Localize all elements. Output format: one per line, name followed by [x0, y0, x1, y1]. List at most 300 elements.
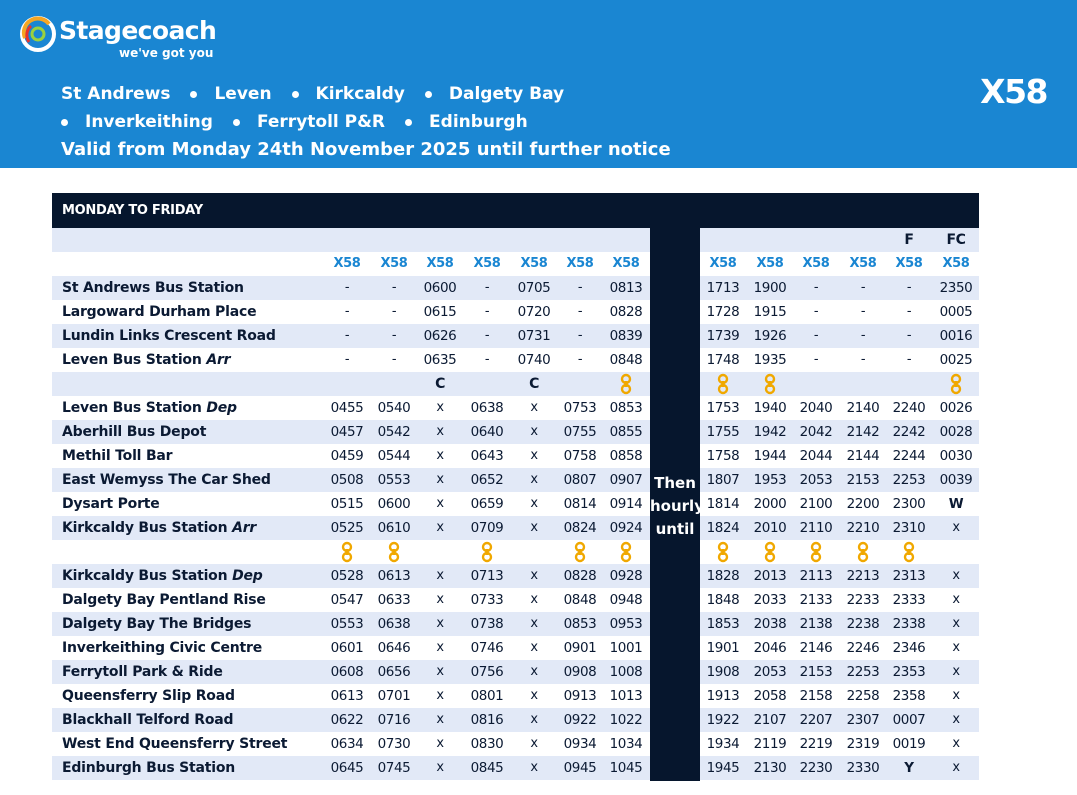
table-row — [52, 348, 979, 372]
time-cell: 1807 — [706, 472, 740, 488]
time-cell: 2142 — [846, 424, 880, 440]
time-cell: 2158 — [799, 688, 833, 704]
stop-name-text: Dalgety Bay The Bridges — [62, 616, 252, 632]
time-cell: X58 — [380, 256, 408, 271]
connection-cell — [933, 372, 979, 395]
connection-row — [52, 372, 979, 396]
time-cell: x — [436, 640, 444, 655]
time-cell: 0457 — [330, 424, 364, 440]
time-cell: 1755 — [706, 424, 740, 440]
time-cell: 0640 — [470, 424, 504, 440]
time-cell: 2346 — [892, 640, 926, 656]
bullet-dot — [233, 119, 240, 126]
time-cell: - — [860, 328, 866, 343]
time-cell: - — [860, 304, 866, 319]
time-cell: 0814 — [563, 496, 597, 512]
arr-dep-suffix: Dep — [206, 400, 237, 416]
time-cell: 0839 — [609, 328, 643, 344]
time-cell: X58 — [849, 256, 877, 271]
time-cell: 0705 — [517, 280, 551, 296]
stagecoach-swirl-icon — [19, 14, 59, 54]
service-number-row — [52, 252, 979, 276]
time-cell: 0601 — [330, 640, 364, 656]
time-cell: 1900 — [753, 280, 787, 296]
stop-name-text: Kirkcaldy Bus Station — [62, 568, 228, 584]
time-cell: 2246 — [846, 640, 880, 656]
time-cell: - — [484, 304, 490, 319]
time-cell: 0600 — [377, 496, 411, 512]
table-row — [52, 636, 979, 660]
connect-icon — [620, 541, 632, 563]
stop-name-text: St Andrews Bus Station — [62, 280, 244, 296]
time-cell: 2000 — [753, 496, 787, 512]
time-cell: 0026 — [939, 400, 973, 416]
stop-name-text: Methil Toll Bar — [62, 448, 173, 464]
then-hourly-text: Then — [654, 474, 696, 492]
route-stops-line-2 — [61, 112, 548, 132]
stop-name-text: Leven Bus Station — [62, 400, 202, 416]
time-cell: 0540 — [377, 400, 411, 416]
table-row — [52, 396, 979, 420]
time-cell: 0756 — [470, 664, 504, 680]
stop-name — [62, 660, 223, 684]
time-cell: 1013 — [609, 688, 643, 704]
time-cell: x — [530, 400, 538, 415]
time-cell: 0828 — [563, 568, 597, 584]
time-cell: 0553 — [330, 616, 364, 632]
time-cell: x — [436, 520, 444, 535]
time-cell: x — [436, 592, 444, 607]
time-cell: 0924 — [609, 520, 643, 536]
time-cell: x — [952, 520, 960, 535]
time-cell: 2253 — [892, 472, 926, 488]
time-cell: 0528 — [330, 568, 364, 584]
time-cell: 0922 — [563, 712, 597, 728]
time-cell: FC — [946, 232, 966, 248]
time-cell: 0005 — [939, 304, 973, 320]
time-cell: 2213 — [846, 568, 880, 584]
notes-row — [52, 228, 979, 252]
connect-icon — [620, 373, 632, 395]
time-cell: 0830 — [470, 736, 504, 752]
time-cell: X58 — [612, 256, 640, 271]
route-stop: Edinburgh — [429, 112, 528, 132]
arr-dep-suffix: Dep — [232, 568, 263, 584]
time-cell: 0613 — [330, 688, 364, 704]
time-cell: x — [436, 400, 444, 415]
time-cell: X58 — [709, 256, 737, 271]
time-cell: 2053 — [799, 472, 833, 488]
time-cell: 0758 — [563, 448, 597, 464]
time-cell: x — [530, 520, 538, 535]
time-cell: 0720 — [517, 304, 551, 320]
time-cell: x — [530, 760, 538, 775]
time-cell: 2146 — [799, 640, 833, 656]
time-cell: 0701 — [377, 688, 411, 704]
connection-cell — [557, 540, 603, 563]
time-cell: - — [344, 280, 350, 295]
connect-icon — [810, 541, 822, 563]
stop-name-text: Edinburgh Bus Station — [62, 760, 236, 776]
time-cell: 2319 — [846, 736, 880, 752]
time-cell: 2119 — [753, 736, 787, 752]
stop-name — [62, 612, 251, 636]
table-row — [52, 468, 979, 492]
connection-cell — [324, 540, 370, 563]
table-row — [52, 660, 979, 684]
time-cell: - — [391, 328, 397, 343]
time-cell: 0525 — [330, 520, 364, 536]
time-cell: 2042 — [799, 424, 833, 440]
time-cell: X58 — [473, 256, 501, 271]
time-cell: X58 — [942, 256, 970, 271]
time-cell: 2130 — [753, 760, 787, 776]
time-cell: x — [530, 592, 538, 607]
time-cell: 0913 — [563, 688, 597, 704]
stop-name-text: East Wemyss The Car Shed — [62, 472, 271, 488]
route-stop: Kirkcaldy — [315, 84, 405, 104]
table-row — [52, 708, 979, 732]
time-cell: x — [530, 496, 538, 511]
time-cell: 0016 — [939, 328, 973, 344]
time-cell: 0755 — [563, 424, 597, 440]
time-cell: 2258 — [846, 688, 880, 704]
stop-name-text: Inverkeithing Civic Centre — [62, 640, 263, 656]
time-cell: X58 — [566, 256, 594, 271]
time-cell: 1814 — [706, 496, 740, 512]
time-cell: - — [577, 352, 583, 367]
time-cell: 0816 — [470, 712, 504, 728]
time-cell: x — [952, 568, 960, 583]
time-cell: x — [952, 592, 960, 607]
time-cell: 1824 — [706, 520, 740, 536]
time-cell: 0801 — [470, 688, 504, 704]
stop-name — [62, 708, 233, 732]
time-cell: 2113 — [799, 568, 833, 584]
time-cell: 1926 — [753, 328, 787, 344]
time-cell: 0828 — [609, 304, 643, 320]
time-cell: 0626 — [423, 328, 457, 344]
time-cell: 0901 — [563, 640, 597, 656]
time-cell: 1913 — [706, 688, 740, 704]
time-cell: 1922 — [706, 712, 740, 728]
time-cell: x — [530, 448, 538, 463]
table-row — [52, 756, 979, 780]
day-heading-band — [52, 193, 979, 228]
time-cell: 0907 — [609, 472, 643, 488]
time-cell: 0643 — [470, 448, 504, 464]
time-cell: 2140 — [846, 400, 880, 416]
connection-cell — [371, 540, 417, 563]
time-cell: 1034 — [609, 736, 643, 752]
time-cell: 2138 — [799, 616, 833, 632]
route-number: X58 — [980, 72, 1047, 111]
table-row — [52, 420, 979, 444]
stagecoach-logo[interactable] — [19, 14, 219, 64]
table-row — [52, 276, 979, 300]
time-cell: F — [904, 232, 914, 248]
route-stop: Dalgety Bay — [448, 84, 565, 104]
time-cell: 0608 — [330, 664, 364, 680]
table-row — [52, 492, 979, 516]
connect-icon — [857, 541, 869, 563]
route-stops-line-1 — [61, 84, 584, 104]
time-cell: 2044 — [799, 448, 833, 464]
time-cell: 0709 — [470, 520, 504, 536]
time-cell: 2300 — [892, 496, 926, 512]
time-cell: x — [530, 568, 538, 583]
time-cell: 2238 — [846, 616, 880, 632]
stop-name — [62, 492, 160, 516]
brand-name: Stagecoach — [59, 16, 217, 45]
time-cell: 0613 — [377, 568, 411, 584]
stop-name — [62, 396, 237, 420]
time-cell: x — [530, 736, 538, 751]
time-cell: 0733 — [470, 592, 504, 608]
time-cell: 0515 — [330, 496, 364, 512]
bullet-dot — [190, 91, 197, 98]
time-cell: 1008 — [609, 664, 643, 680]
time-cell: 0544 — [377, 448, 411, 464]
table-row — [52, 588, 979, 612]
stop-name — [62, 636, 262, 660]
time-cell: 0633 — [377, 592, 411, 608]
time-cell: 2230 — [799, 760, 833, 776]
time-cell: 0025 — [939, 352, 973, 368]
time-cell: 2153 — [799, 664, 833, 680]
time-cell: 2107 — [753, 712, 787, 728]
stop-name-text: Lundin Links Crescent Road — [62, 328, 276, 344]
time-cell: - — [860, 352, 866, 367]
connect-icon — [717, 373, 729, 395]
time-cell: x — [952, 688, 960, 703]
connection-cell — [840, 540, 886, 563]
stop-name-text: Dalgety Bay Pentland Rise — [62, 592, 266, 608]
time-cell: 0813 — [609, 280, 643, 296]
then-hourly-note — [650, 472, 704, 541]
time-cell: - — [391, 280, 397, 295]
time-cell: 0945 — [563, 760, 597, 776]
time-cell: 2040 — [799, 400, 833, 416]
time-cell: 0652 — [470, 472, 504, 488]
connection-cell — [747, 540, 793, 563]
time-cell: X58 — [333, 256, 361, 271]
stop-name — [62, 276, 244, 300]
bullet-dot — [292, 91, 299, 98]
time-cell: 0908 — [563, 664, 597, 680]
connect-icon — [764, 373, 776, 395]
time-cell: 0600 — [423, 280, 457, 296]
connection-cell — [793, 540, 839, 563]
time-cell: x — [436, 688, 444, 703]
table-row — [52, 732, 979, 756]
time-cell: 0914 — [609, 496, 643, 512]
time-cell: 2053 — [753, 664, 787, 680]
time-cell: 2307 — [846, 712, 880, 728]
time-cell: 0547 — [330, 592, 364, 608]
connection-cell — [747, 372, 793, 395]
time-cell: 0610 — [377, 520, 411, 536]
time-cell: 0638 — [377, 616, 411, 632]
time-cell: - — [344, 304, 350, 319]
time-cell: 0459 — [330, 448, 364, 464]
stop-name-text: Kirkcaldy Bus Station — [62, 520, 228, 536]
time-cell: - — [391, 304, 397, 319]
stop-name-text: West End Queensferry Street — [62, 736, 288, 752]
time-cell: 0019 — [892, 736, 926, 752]
time-cell: - — [484, 352, 490, 367]
time-cell: - — [577, 304, 583, 319]
time-cell: 2358 — [892, 688, 926, 704]
time-cell: x — [530, 712, 538, 727]
arr-dep-suffix: Arr — [206, 352, 231, 368]
route-stop: Leven — [214, 84, 272, 104]
time-cell: 1758 — [706, 448, 740, 464]
time-cell: C — [529, 376, 539, 392]
stop-name-text: Queensferry Slip Road — [62, 688, 235, 704]
time-cell: Y — [904, 760, 914, 776]
stop-name — [62, 516, 256, 540]
time-cell: 0824 — [563, 520, 597, 536]
time-cell: 0646 — [377, 640, 411, 656]
bullet-dot — [405, 119, 412, 126]
time-cell: 0028 — [939, 424, 973, 440]
time-cell: 1953 — [753, 472, 787, 488]
route-stop: Inverkeithing — [85, 112, 213, 132]
time-cell: - — [813, 328, 819, 343]
time-cell: 2058 — [753, 688, 787, 704]
time-cell: 1045 — [609, 760, 643, 776]
time-cell: - — [813, 280, 819, 295]
time-cell: X58 — [426, 256, 454, 271]
time-cell: x — [952, 712, 960, 727]
time-cell: 0746 — [470, 640, 504, 656]
time-cell: x — [530, 640, 538, 655]
time-cell: X58 — [520, 256, 548, 271]
table-row — [52, 612, 979, 636]
time-cell: - — [906, 352, 912, 367]
bullet-dot — [425, 91, 432, 98]
time-cell: 2333 — [892, 592, 926, 608]
time-cell: 2144 — [846, 448, 880, 464]
time-cell: - — [577, 280, 583, 295]
table-row — [52, 684, 979, 708]
time-cell: 0553 — [377, 472, 411, 488]
time-cell: 0634 — [330, 736, 364, 752]
time-cell: 2010 — [753, 520, 787, 536]
time-cell: X58 — [895, 256, 923, 271]
time-cell: C — [435, 376, 445, 392]
stop-name — [62, 444, 172, 468]
time-cell: 0730 — [377, 736, 411, 752]
time-cell: 2133 — [799, 592, 833, 608]
time-cell: 2110 — [799, 520, 833, 536]
time-cell: x — [530, 472, 538, 487]
time-cell: 0645 — [330, 760, 364, 776]
time-cell: 2033 — [753, 592, 787, 608]
time-cell: 0716 — [377, 712, 411, 728]
time-cell: 1739 — [706, 328, 740, 344]
time-cell: 0934 — [563, 736, 597, 752]
connect-icon — [481, 541, 493, 563]
time-cell: 2242 — [892, 424, 926, 440]
time-cell: 2350 — [939, 280, 973, 296]
time-cell: 0039 — [939, 472, 973, 488]
time-cell: 2153 — [846, 472, 880, 488]
time-cell: 0656 — [377, 664, 411, 680]
time-cell: 1901 — [706, 640, 740, 656]
stop-name — [62, 348, 230, 372]
time-cell: 1022 — [609, 712, 643, 728]
time-cell: 2038 — [753, 616, 787, 632]
connection-cell — [603, 372, 649, 395]
route-stop: St Andrews — [61, 84, 171, 104]
time-cell: 0807 — [563, 472, 597, 488]
time-cell: x — [952, 616, 960, 631]
stop-name — [62, 684, 235, 708]
time-cell: 0848 — [563, 592, 597, 608]
time-cell: x — [530, 616, 538, 631]
bullet-dot — [61, 119, 68, 126]
time-cell: 1001 — [609, 640, 643, 656]
time-cell: 0753 — [563, 400, 597, 416]
time-cell: x — [952, 736, 960, 751]
connect-icon — [950, 373, 962, 395]
time-cell: X58 — [756, 256, 784, 271]
time-cell: 1848 — [706, 592, 740, 608]
time-cell: x — [436, 712, 444, 727]
time-cell: x — [436, 664, 444, 679]
time-cell: 0638 — [470, 400, 504, 416]
time-cell: 0508 — [330, 472, 364, 488]
stop-name-text: Largoward Durham Place — [62, 304, 257, 320]
connect-icon — [903, 541, 915, 563]
brand-tagline: we've got you — [119, 46, 214, 60]
connect-icon — [388, 541, 400, 563]
stop-name-text: Dysart Porte — [62, 496, 160, 512]
time-cell: 2310 — [892, 520, 926, 536]
time-cell: 0928 — [609, 568, 643, 584]
route-stop: Ferrytoll P&R — [256, 112, 386, 132]
time-cell: 1934 — [706, 736, 740, 752]
time-cell: 2200 — [846, 496, 880, 512]
stop-name — [62, 756, 235, 780]
time-cell: 1753 — [706, 400, 740, 416]
time-cell: x — [436, 736, 444, 751]
time-cell: x — [436, 496, 444, 511]
time-cell: 1915 — [753, 304, 787, 320]
time-cell: 0030 — [939, 448, 973, 464]
time-cell: - — [484, 328, 490, 343]
time-cell: x — [436, 448, 444, 463]
time-cell: 0855 — [609, 424, 643, 440]
time-cell: 0745 — [377, 760, 411, 776]
time-cell: x — [530, 424, 538, 439]
time-cell: - — [860, 280, 866, 295]
time-cell: 0948 — [609, 592, 643, 608]
table-row — [52, 564, 979, 588]
time-cell: x — [530, 688, 538, 703]
time-cell: 2233 — [846, 592, 880, 608]
time-cell: 0845 — [470, 760, 504, 776]
connection-row — [52, 540, 979, 564]
connection-cell — [464, 540, 510, 563]
time-cell: 1908 — [706, 664, 740, 680]
time-cell: 2100 — [799, 496, 833, 512]
time-cell: 2330 — [846, 760, 880, 776]
time-cell: 0853 — [563, 616, 597, 632]
time-cell: 1942 — [753, 424, 787, 440]
